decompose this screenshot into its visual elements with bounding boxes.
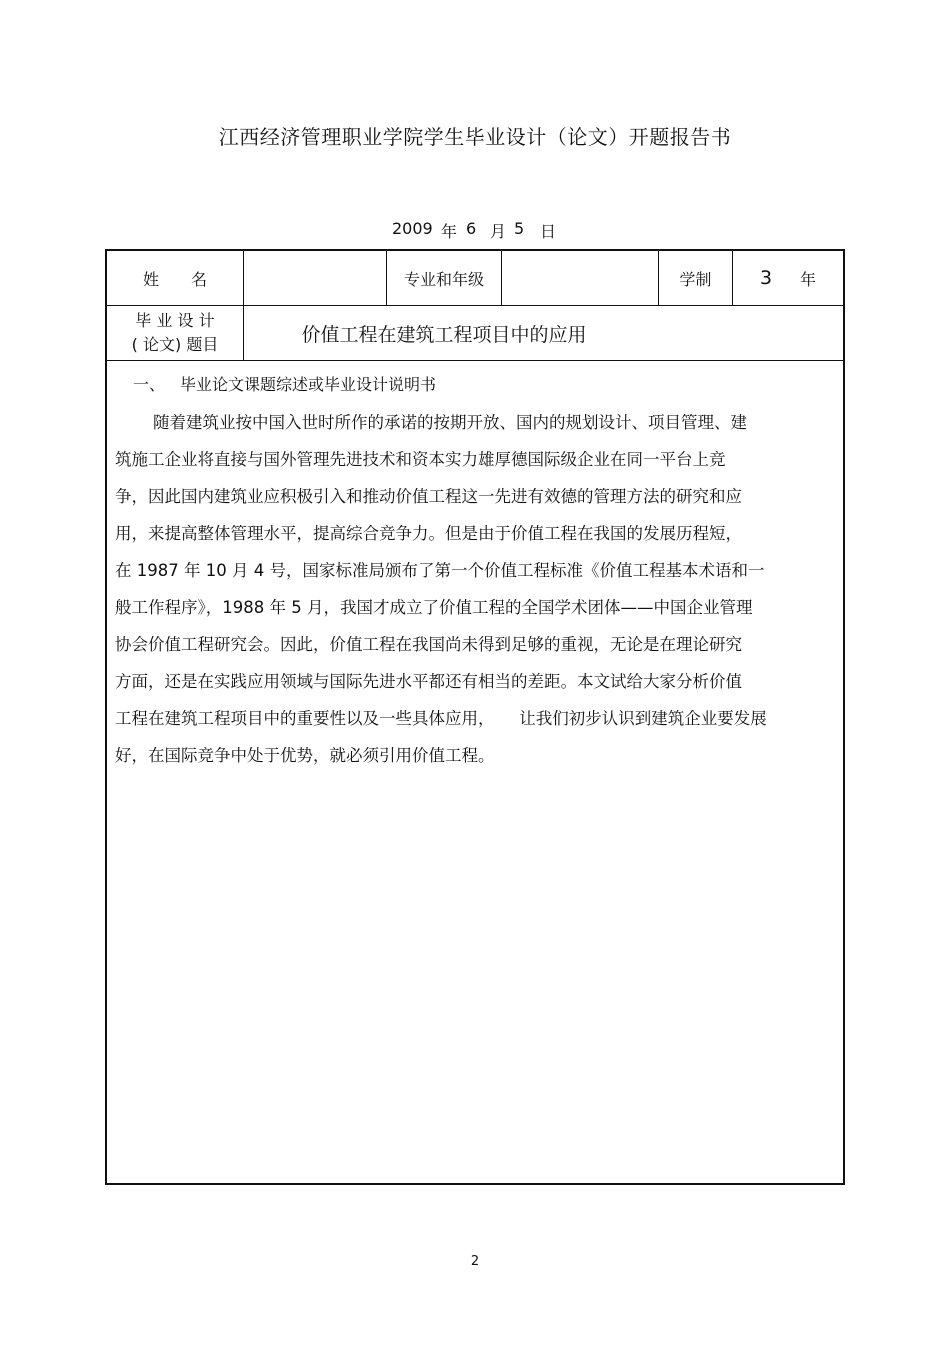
date-year: 2009	[392, 219, 433, 238]
row-divider	[107, 360, 843, 361]
topic-label	[107, 306, 243, 360]
body-line: 在 1987 年 10 月 4 号，国家标准局颁布了第一个价值工程标准《价值工程基本术语和一	[115, 561, 765, 580]
topic-label-line1: 毕 业 设 计	[135, 311, 215, 330]
body-line: 般工作程序》，1988 年 5 月，我国才成立了价值工程的全国学术团体——中国企业管理	[115, 598, 753, 617]
duration-label: 学制	[679, 269, 712, 289]
duration-unit: 年	[800, 269, 817, 289]
body-line: 随着建筑业按中国入世时所作的承诺的按期开放、国内的规划设计、项目管理、建	[153, 413, 747, 432]
topic-label-line2: ( 论文) 题目	[131, 335, 219, 354]
major-label: 专业和年级	[403, 269, 484, 289]
report-table	[105, 249, 845, 1185]
section-heading: 毕业论文课题综述或毕业设计说明书	[180, 375, 437, 394]
body-line: 好，在国际竞争中处于优势，就必须引用价值工程。	[115, 746, 495, 765]
major-value	[502, 251, 658, 305]
date-year-char: 年	[441, 222, 458, 241]
page-number: 2	[470, 1254, 480, 1269]
body-line: 工程在建筑工程项目中的重要性以及一些具体应用， 让我们初步认识到建筑企业要发展	[115, 709, 767, 728]
name-label: 姓 名	[142, 269, 207, 289]
topic-value: 价值工程在建筑工程项目中的应用	[301, 323, 587, 346]
body-line: 方面，还是在实践应用领域与国际先进水平都还有相当的差距。本文试给大家分析价值	[115, 672, 742, 691]
section-number: 一、	[133, 375, 166, 394]
body-line: 用，来提高整体管理水平，提高综合竞争力。但是由于价值工程在我国的发展历程短，	[115, 524, 742, 543]
body-line: 争，因此国内建筑业应积极引入和推动价值工程这一先进有效德的管理方法的研究和应	[115, 487, 742, 506]
duration-cell	[733, 251, 843, 305]
body-line: 筑施工企业将直接与国外管理先进技术和资本实力雄厚德国际级企业在同一平台上竞	[115, 450, 726, 469]
body-line: 协会价值工程研究会。因此，价值工程在我国尚未得到足够的重视，无论是在理论研究	[115, 635, 742, 654]
date-day-char: 日	[540, 222, 557, 241]
name-value	[244, 251, 386, 305]
page-title: 江西经济管理职业学院学生毕业设计（论文）开题报告书	[218, 125, 732, 149]
duration-value: 3	[759, 267, 773, 289]
date-month-char: 月	[490, 222, 507, 241]
date-month: 6	[466, 219, 477, 238]
date-day: 5	[514, 219, 525, 238]
